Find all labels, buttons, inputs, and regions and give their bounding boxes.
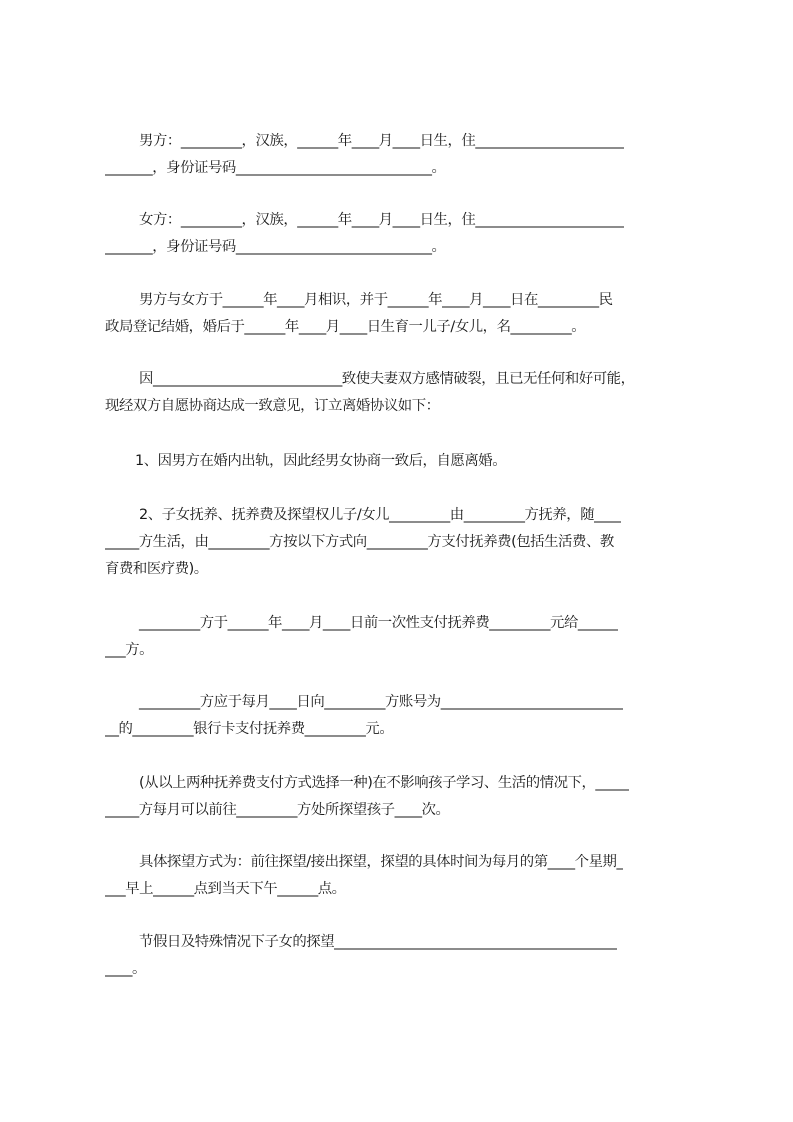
text-line: _______，身份证号码_____________________________。 bbox=[105, 160, 446, 176]
paragraph-monthly bbox=[105, 689, 623, 743]
text-line: 男方与女方于______年____月相识，并于______年____月____日在_________民 bbox=[139, 292, 613, 308]
text-line: 女方：_________，汉族，______年____月____日生，住______________________ bbox=[139, 212, 624, 228]
text-line: 因____________________________致使夫妻双方感情破裂，且已无任何和好可能， bbox=[139, 371, 635, 387]
text-line: 现经双方自愿协商达成一致意见，订立离婚协议如下： bbox=[105, 398, 440, 414]
text-line: 育费和医疗费)。 bbox=[105, 561, 208, 577]
paragraph-clause-1 bbox=[105, 448, 506, 475]
text-line: ___早上______点到当天下午______点。 bbox=[105, 881, 346, 897]
paragraph-reason bbox=[105, 366, 635, 420]
text-line: ____。 bbox=[105, 961, 146, 977]
text-line: __的_________银行卡支付抚养费_________元。 bbox=[105, 721, 394, 737]
paragraph-male-info bbox=[105, 128, 624, 182]
text-line: 政局登记结婚，婚后于______年____月____日生育一儿子/女儿，名_________。 bbox=[105, 319, 586, 335]
paragraph-marriage-info bbox=[105, 287, 613, 341]
paragraph-visit-method bbox=[105, 849, 623, 903]
text-line: 2、子女抚养、抚养费及探望权儿子/女儿_________由_________方抚养，随____ bbox=[139, 507, 622, 523]
text-line: 男方：_________，汉族，______年____月____日生，住______________________ bbox=[139, 133, 624, 149]
paragraph-holiday bbox=[105, 929, 617, 983]
text-line: 1、因男方在婚内出轨，因此经男女协商一致后，自愿离婚。 bbox=[135, 453, 507, 469]
text-line: 节假日及特殊情况下子女的探望__________________________________________ bbox=[139, 934, 618, 950]
text-line: _________方于______年____月____日前一次性支付抚养费_________元给______ bbox=[139, 615, 619, 631]
text-line: _______，身份证号码_____________________________。 bbox=[105, 239, 446, 255]
paragraph-female-info bbox=[105, 207, 624, 261]
text-line: _____方每月可以前往_________方处所探望孩子____次。 bbox=[105, 802, 450, 818]
text-line: ___方。 bbox=[105, 642, 154, 658]
paragraph-visitation bbox=[105, 770, 629, 824]
text-line: (从以上两种抚养费支付方式选择一种)在不影响孩子学习、生活的情况下，_____ bbox=[139, 775, 630, 791]
paragraph-lump-sum bbox=[105, 610, 618, 664]
paragraph-clause-2 bbox=[105, 502, 621, 583]
text-line: 具体探望方式为：前往探望/接出探望，探望的具体时间为每月的第____个星期_ bbox=[139, 854, 624, 870]
text-line: _________方应于每月____日向_________方账号为___________________________ bbox=[139, 694, 623, 710]
text-line: _____方生活，由_________方按以下方式向_________方支付抚养费(包括生活费、教 bbox=[105, 534, 614, 550]
